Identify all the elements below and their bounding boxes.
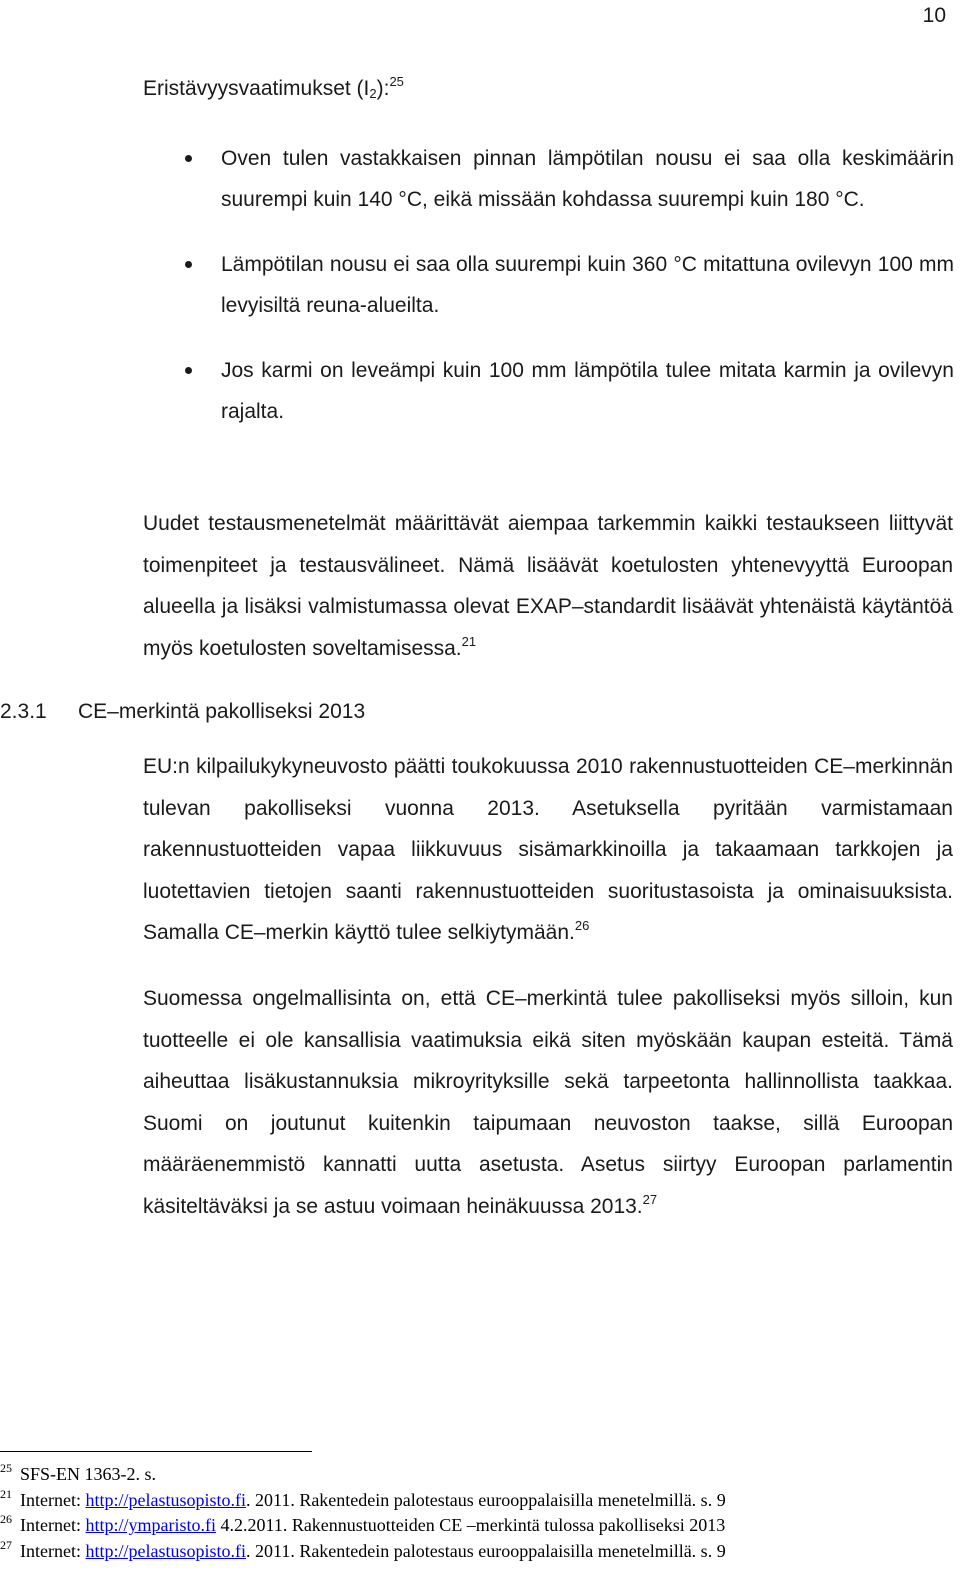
footnote-text: . 2011. Rakentedein palotestaus eurooppalaisilla menetelmillä. s. 9 [245,1540,726,1561]
footnote-text: Internet: [20,1489,86,1510]
list-item-text: Oven tulen vastakkaisen pinnan lämpötilan nousu ei saa olla keskimäärin suurempi kuin 140 °C, eikä missään kohdassa suurempi kuin 180 °C. [221,147,954,211]
footnote [0,1462,960,1488]
footnote-link[interactable]: http://ymparisto.fi [85,1515,216,1535]
requirements-heading-suffix: ): [376,77,390,100]
footnote-mark: 27 [0,1537,12,1552]
footnote-ref: 25 [389,74,404,89]
footnote [0,1539,960,1565]
bullet-icon [185,367,192,374]
footnote-text: Internet: [20,1540,86,1561]
list-item-text: Jos karmi on leveämpi kuin 100 mm lämpötila tulee mitata karmin ja ovilevyn rajalta. [221,359,954,423]
paragraph-eu-decision [143,746,953,954]
footnote-link[interactable]: http://pelastusopisto.fi [85,1489,246,1510]
footnote [0,1513,960,1539]
requirements-list [0,138,960,456]
bullet-icon [185,261,192,268]
footnote-ref: 27 [642,1191,658,1207]
list-item [0,138,960,220]
footnotes [0,1462,960,1564]
paragraph-testing-methods [143,503,953,669]
section-number: 2.3.1 [0,700,47,723]
paragraph-text: Uudet testausmenetelmät määrittävät aiempaa tarkemmin kaikki testaukseen liittyvät toimenpiteet ja testausvälineet. Nämä lisäävät koetulosten yhtenevyyttä Euroopan alueella ja lisäksi valmistumassa olevat EXAP–standardit lisäävät yhtenäistä käytäntöä myös koetulosten soveltamisessa. [143,512,953,660]
section-title: CE–merkintä pakolliseksi 2013 [78,700,366,723]
footnote-mark: 26 [0,1512,12,1526]
footnote-text: 4.2.2011. Rakennustuotteiden CE –merkintä tulossa pakolliseksi 2013 [215,1515,726,1535]
paragraph-text: Suomessa ongelmallisinta on, että CE–merkintä tulee pakolliseksi myös silloin, kun tuotteelle ei ole kansallisia vaatimuksia eikä siten myöskään kaupan esteitä. Tämä aiheuttaa lisäkustannuksia mikroyrityksille sekä tarpeetonta hallinnollista taakkaa. Suomi on joutunut kuitenkin taipumaan neuvoston taakse, sillä Euroopan määräenemmistö kannatti uutta asetusta. Asetus siirtyy Euroopan parlamentin käsiteltäväksi ja se astuu voimaan heinäkuussa 2013. [143,987,953,1218]
footnote-text: . 2011. Rakentedein palotestaus eurooppalaisilla menetelmillä. s. 9 [245,1489,726,1510]
footnote-ref: 26 [574,918,590,933]
footnote-mark: 25 [0,1461,12,1475]
list-item-text: Lämpötilan nousu ei saa olla suurempi kuin 360 °C mitattuna ovilevyn 100 mm levyisiltä reuna-alueilta. [221,253,954,317]
paragraph-text: EU:n kilpailukykyneuvosto päätti toukokuussa 2010 rakennustuotteiden CE–merkinnän tulevan pakolliseksi vuonna 2013. Asetuksella pyritään varmistamaan rakennustuotteiden vapaa liikkuvuus sisämarkkinoilla ja takaamaan tarkkojen ja luotettavien tietojen saanti rakennustuotteiden suoritustasoista ja ominaisuuksista. Samalla CE–merkin käyttö tulee selkiytymään. [143,755,953,944]
footnote [0,1488,960,1514]
footnote-text: Internet: [20,1515,86,1535]
paragraph-finland [143,978,953,1227]
bullet-icon [185,155,192,162]
page-number: 10 [922,4,946,27]
requirements-heading-subscript: 2 [369,86,377,101]
requirements-heading-prefix: Eristävyysvaatimukset (I [143,77,370,100]
requirements-heading [143,74,404,101]
footnote-text: SFS-EN 1363-2. s. [20,1464,157,1484]
list-item [0,244,960,326]
footnote-divider [0,1451,312,1452]
footnote-mark: 21 [0,1486,12,1501]
list-item [0,350,960,432]
footnote-link[interactable]: http://pelastusopisto.fi [85,1540,246,1561]
footnote-ref: 21 [461,633,477,649]
